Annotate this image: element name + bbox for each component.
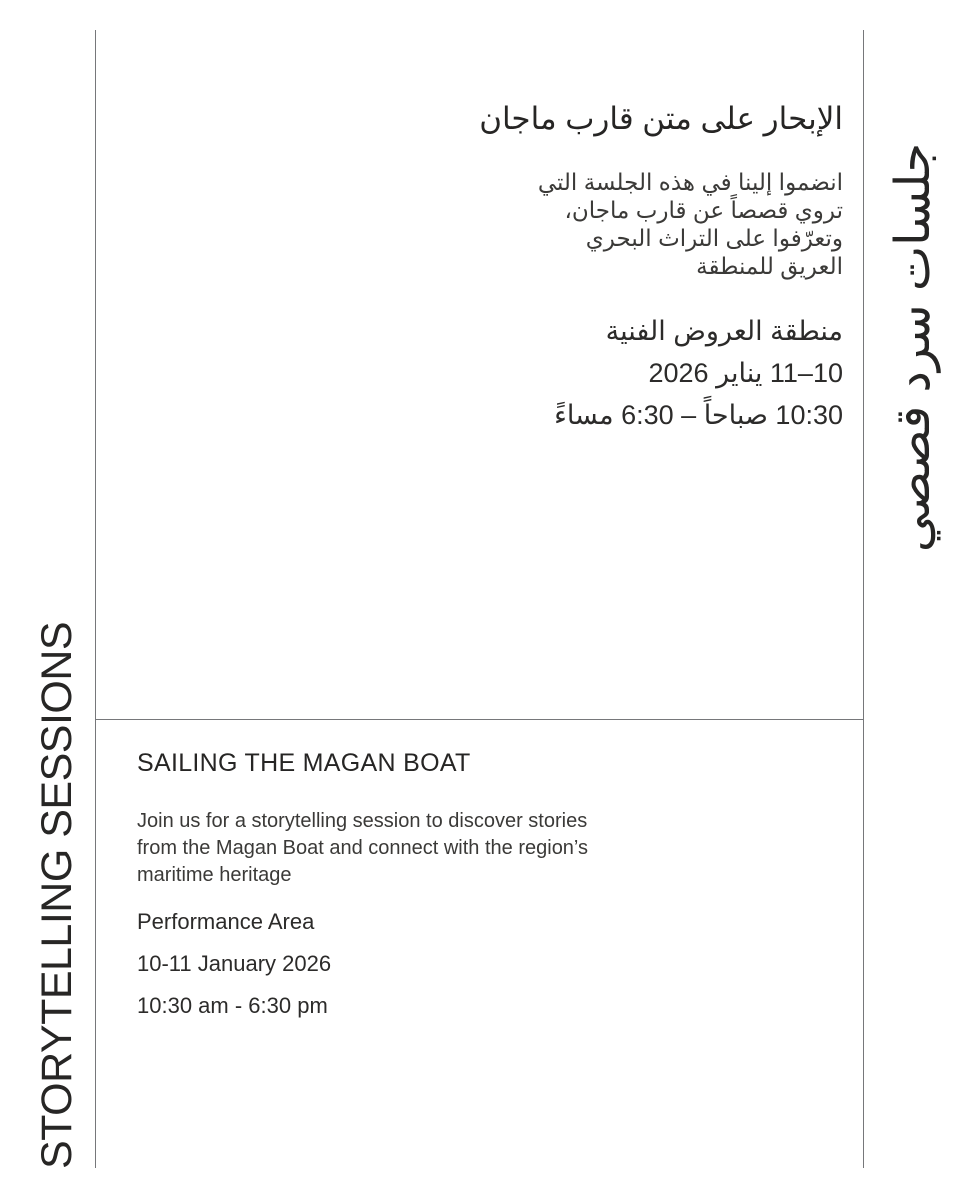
arabic-section (423, 97, 843, 436)
arabic-event-title: الإبحار على متن قارب ماجان (479, 101, 843, 136)
english-times-line: 10:30 am - 6:30 pm (137, 992, 328, 1018)
side-label-arabic: جلسات سرد قصصي (887, 142, 940, 552)
section-divider-rule (95, 719, 865, 721)
arabic-times-line: 10:30 صباحاً – 6:30 مساءً (554, 400, 843, 431)
english-dates-line: 10-11 January 2026 (137, 950, 332, 976)
arabic-location-line: منطقة العروض الفنية (605, 316, 843, 347)
english-event-description: Join us for a storytelling session to discover stories from the Magan Boat and connect with the region’s maritime heritage (137, 809, 589, 886)
arabic-event-description: انضموا إلينا في هذه الجلسة التي تروي قصصاً عن قارب ماجان، وتعرّفوا على التراث البحري العريق للمنطقة (537, 169, 843, 280)
english-event-title: SAILING THE MAGAN BOAT (137, 749, 471, 777)
side-label-english: STORYTELLING SESSIONS (33, 621, 81, 1169)
arabic-event-details (423, 310, 843, 436)
english-location-line: Performance Area (137, 908, 315, 934)
english-section (137, 747, 607, 1027)
english-event-details (137, 901, 607, 1027)
arabic-dates-line: 10–11 يناير 2026 (648, 358, 843, 389)
right-vertical-rule (863, 30, 865, 1168)
left-vertical-rule (95, 30, 97, 1168)
